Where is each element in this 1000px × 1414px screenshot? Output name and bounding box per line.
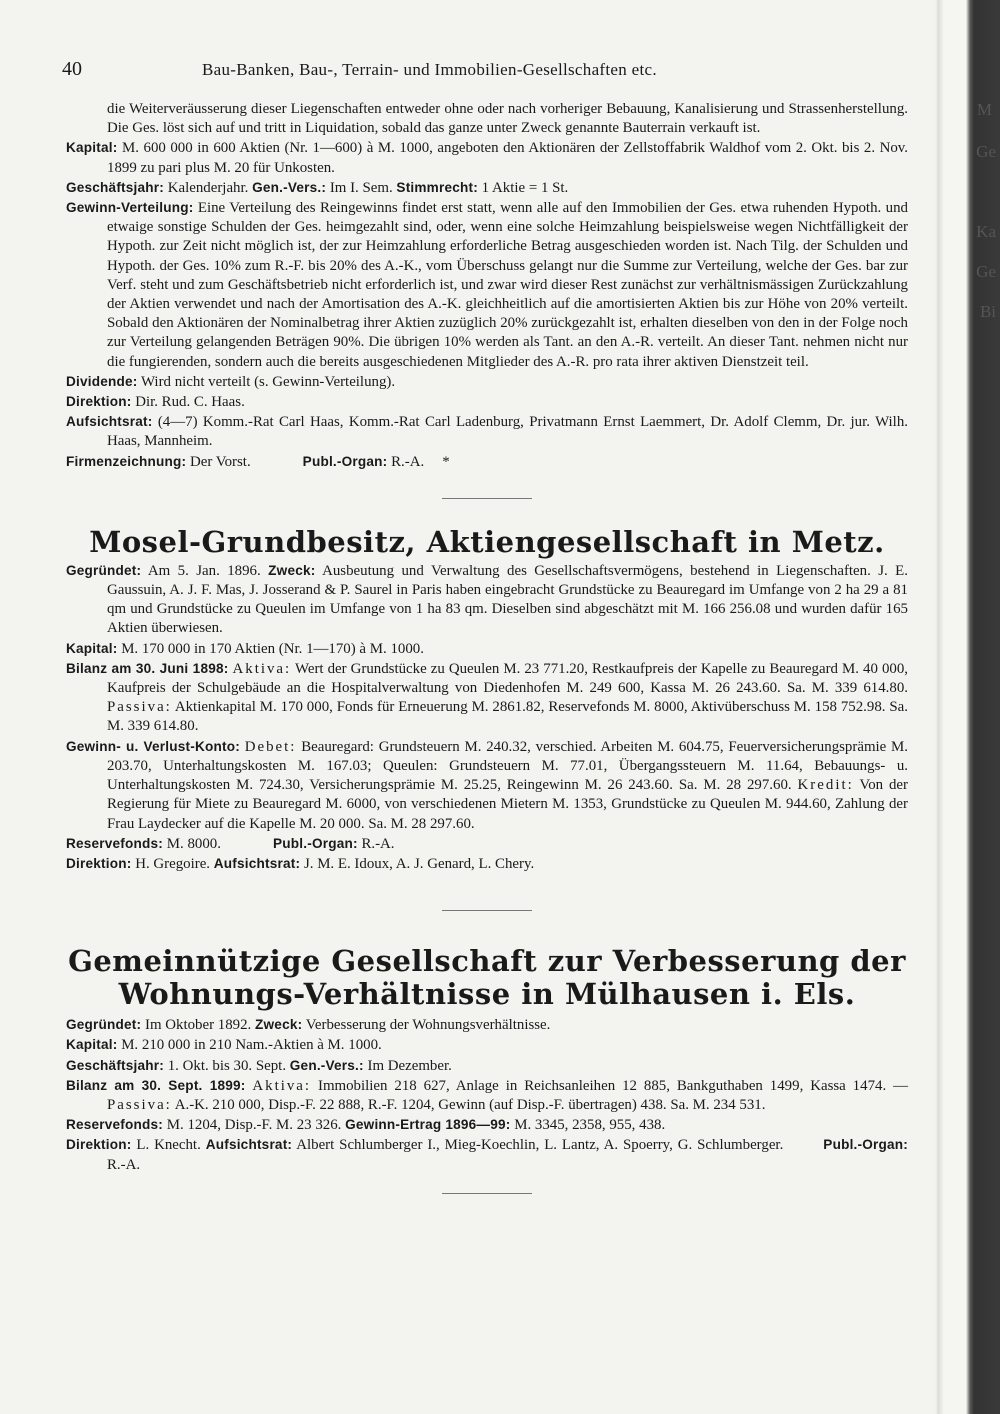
sublabel: Aktiva: xyxy=(252,1077,312,1094)
field-value: Dir. Rud. C. Haas. xyxy=(135,394,245,411)
field-value: Der Vorst. xyxy=(190,453,251,470)
field-label: Direktion: xyxy=(66,1137,132,1153)
field-label: Publ.-Organ: xyxy=(823,1137,909,1153)
field-label: Zweck: xyxy=(255,1017,303,1033)
field-value: J. M. E. Idoux, A. J. Genard, L. Chery. xyxy=(303,855,535,872)
page-number: 40 xyxy=(62,58,82,80)
field-value: R.-A. xyxy=(391,453,425,470)
entry1-direktion xyxy=(66,392,908,412)
field-label: Publ.-Organ: xyxy=(302,453,388,469)
entry1-dividende xyxy=(66,372,908,392)
sublabel: Passiva: xyxy=(107,1096,172,1113)
section-divider xyxy=(442,1193,532,1194)
field-value: Im Dezember. xyxy=(367,1057,452,1074)
field-label: Geschäftsjahr: xyxy=(66,179,164,195)
field-value: Wert der Grundstücke zu Queulen M. 23 771.20, Restkaufpreis der Kapelle zu Beauregard M. 40 000, Kaufpreis der Schulgebäude an die Hospitalverwaltung von Diedenhofen M. 249 600, Kassa M. 26 243.60. Sa. M. 339 614.80. xyxy=(107,660,909,697)
sublabel: Aktiva: xyxy=(232,660,292,677)
bleed-through-text: Ge xyxy=(976,262,996,281)
field-label: Kapital: xyxy=(66,640,118,656)
field-value: Am 5. Jan. 1896. xyxy=(147,562,261,579)
field-label: Firmenzeichnung: xyxy=(66,453,187,469)
field-label: Kapital: xyxy=(66,1037,118,1053)
entry3-reservefonds xyxy=(66,1115,908,1135)
field-label: Stimmrecht: xyxy=(396,179,478,195)
field-value: Von der Regierung für Miete zu Beauregard M. 6000, von verschiedenen Mietern M. 1353, Grundstücke zu Queulen M. 944.60, Zahlung der Frau Laydecker auf die Kapelle M. 20 000. Sa. M. 28 297.60. xyxy=(107,777,908,832)
entry3-bilanz xyxy=(66,1076,908,1115)
field-value: Kalenderjahr. xyxy=(167,179,249,196)
field-value: M. 170 000 in 170 Aktien (Nr. 1—170) à M. 1000. xyxy=(121,640,424,657)
entry2-bilanz xyxy=(66,659,908,737)
field-label: Reservefonds: xyxy=(66,1117,164,1133)
footnote-star: * xyxy=(442,453,450,470)
entry3-kapital xyxy=(66,1035,908,1055)
field-label: Bilanz am 30. Juni 1898: xyxy=(66,660,229,676)
field-label: Gegründet: xyxy=(66,1017,142,1033)
page-edge-shadow xyxy=(934,0,1000,1414)
field-label: Gewinn-Ertrag 1896—99: xyxy=(345,1117,511,1133)
field-label: Gen.-Vers.: xyxy=(252,179,327,195)
field-value: M. 1204, Disp.-F. M. 23 326. xyxy=(166,1117,342,1134)
entry2-gegruendet xyxy=(66,561,908,639)
field-value: 1 Aktie = 1 St. xyxy=(481,179,569,196)
section-divider xyxy=(442,910,532,911)
bleed-through-text: Ge xyxy=(976,142,996,161)
field-label: Publ.-Organ: xyxy=(272,835,358,851)
field-label: Aufsichtsrat: xyxy=(66,414,153,430)
field-label: Reservefonds: xyxy=(66,835,164,851)
field-value: Albert Schlumberger I., Mieg-Koechlin, L. Lantz, A. Spoerry, G. Schlumberger. xyxy=(296,1137,784,1154)
entry3-title-line1: Gemeinnützige Gesellschaft zur Verbesserung der xyxy=(68,944,906,979)
entry1-aufsichtsrat xyxy=(66,412,908,451)
bleed-through-text: Bi xyxy=(979,302,996,321)
entry1-firmenzeichnung xyxy=(66,452,908,472)
field-label: Zweck: xyxy=(268,562,316,578)
field-label: Kapital: xyxy=(66,140,118,156)
entry2-direktion xyxy=(66,854,908,874)
field-value: R.-A. xyxy=(361,835,395,852)
field-value: 1. Okt. bis 30. Sept. xyxy=(167,1057,287,1074)
field-value: Im Oktober 1892. xyxy=(145,1017,252,1034)
field-label: Gen.-Vers.: xyxy=(289,1057,364,1073)
entry2-kapital xyxy=(66,639,908,659)
entry3-title xyxy=(66,945,908,1011)
field-label: Aufsichtsrat: xyxy=(213,855,301,871)
field-value: (4—7) Komm.-Rat Carl Haas, Komm.-Rat Carl Ladenburg, Privatmann Ernst Laemmert, Dr. Adolf Clemm, Dr. jur. Wilh. Haas, Mannheim. xyxy=(107,414,908,450)
entry1-intro: die Weiterveräusserung dieser Liegenschaften entweder ohne oder nach vorheriger Bebauung, Kanalisierung und Strassenherstellung. Die Ges. löst sich auf und tritt in Liquidation, sobald das ganze unter Zweck genannte Bauterrain verkauft ist. xyxy=(107,101,908,137)
field-value: Im I. Sem. xyxy=(329,179,393,196)
bleed-through-text: Ka xyxy=(976,222,996,241)
field-value: R.-A. xyxy=(107,1156,141,1173)
entry3-gegruendet xyxy=(66,1015,908,1035)
field-label: Gegründet: xyxy=(66,562,142,578)
entry2-title: Mosel-Grundbesitz, Aktiengesellschaft in Metz. xyxy=(89,524,885,559)
entry1-gewinn-verteilung xyxy=(66,198,908,372)
field-value: Wird nicht verteilt (s. Gewinn-Verteilung). xyxy=(140,373,396,390)
entry3-title-line2: Wohnungs-Verhältnisse in Mülhausen i. Els. xyxy=(118,977,856,1012)
sublabel: Passiva: xyxy=(107,699,172,716)
field-value: Ausbeutung und Verwaltung des Gesellschaftsvermögens, bestehend in Liegenschaften. J. E. Gaussuin, A. J. F. Mas, J. Josserand & P. Saurel in Paris haben eingebracht Grundstücke zu Beauregard im Umfange von 2 ha 29 a 81 qm und Grundstücke zu Queulen im Umfange von 1 ha 83 qm. Dieselben sind abgeschätzt mit M. 166 256.08 und wurden dafür 165 Aktien überwiesen. xyxy=(107,562,908,637)
entry2-gewinn-verlust xyxy=(66,737,908,834)
field-value: Verbesserung der Wohnungsverhältnisse. xyxy=(305,1017,551,1034)
page-header xyxy=(62,58,942,84)
field-label: Dividende: xyxy=(66,373,138,389)
field-value: M. 600 000 in 600 Aktien (Nr. 1—600) à M. 1000, angeboten den Aktionären der Zellstoffabrik Waldhof vom 2. Okt. bis 2. Nov. 1899 zu pari plus M. 20 für Unkosten. xyxy=(107,140,908,176)
field-label: Geschäftsjahr: xyxy=(66,1057,164,1073)
entry2-reservefonds xyxy=(66,834,908,854)
field-value: Eine Verteilung des Reingewinns findet erst statt, wenn alle auf den Immobilien der Ges. etwa ruhenden Hypoth. und etwaige sonstige Schulden der Ges. heimgezahlt sind, oder, wenn eine solche Heimzahlung beispielsweise wegen Nichtfälligkeit der Hypoth. zur Zeit nicht möglich ist, der zur Heimzahlung erforderliche Betrag ausgeschieden worden ist. Nach Tilg. der Schulden und Hypoth. der Ges. 10% zum R.-F. bis 20% des A.-K., vom Überschuss gelangt nur die Summe zur Verteilung, welche der Ges. bar zur Verf. steht und zum Geschäftsbetrieb nicht erforderlich ist, und zwar wird dieser Rest zunächst zur verhältnismässigen Zurückzahlung der Aktien verwendet und nach der Amortisation des A.-K. gleichheitlich auf die amortisierten Aktien bis zur Höhe von 20% verteilt. Sobald den Aktionären der Nominalbetrag ihrer Aktien zuzüglich 20% zurückgezahlt ist, erhalten dieselben von den in der Folge noch zur Verteilung gelangenden Beträgen 90%. Die übrigen 10% werden als Tant. an den A.-R. verteilt. An dieser Tant. nehmen nicht nur die fungierenden, sondern auch die bereits ausgeschiedenen Mitglieder des A.-R. pro rata ihrer aktiven Dienstzeit teil. xyxy=(107,200,908,370)
field-label: Direktion: xyxy=(66,394,132,410)
entry1-geschaeftsjahr xyxy=(66,178,908,198)
field-value: H. Gregoire. xyxy=(135,855,211,872)
field-value: M. 8000. xyxy=(166,835,221,852)
running-title: Bau-Banken, Bau-, Terrain- und Immobilien-Gesellschaften etc. xyxy=(202,60,657,79)
field-label: Gewinn- u. Verlust-Konto: xyxy=(66,738,240,754)
field-label: Aufsichtsrat: xyxy=(205,1137,293,1153)
sublabel: Debet: xyxy=(244,738,297,755)
field-label: Gewinn-Verteilung: xyxy=(66,200,194,216)
field-value: M. 210 000 in 210 Nam.-Aktien à M. 1000. xyxy=(121,1037,382,1054)
field-value: A.-K. 210 000, Disp.-F. 22 888, R.-F. 1204, Gewinn (auf Disp.-F. übertragen) 438. Sa. M. 234 531. xyxy=(174,1096,766,1113)
field-value: Beauregard: Grundsteuern M. 240.32, verschied. Arbeiten M. 604.75, Feuerversicherungsprämie M. 203.70, Unterhaltungskosten M. 167.03; Queulen: Grundsteuern M. 77.01, Übergangssteuern M. 11.64, Bebauungs- u. Unterhaltungskosten M. 724.30, Versicherungsprämie M. 25.25, Reingewinn M. 26 243.60. Sa. M. 28 297.60. xyxy=(107,738,908,794)
field-label: Direktion: xyxy=(66,855,132,871)
bleed-through-text: M xyxy=(976,100,992,119)
field-value: Aktienkapital M. 170 000, Fonds für Erneuerung M. 2861.82, Reservefonds M. 8000, Aktivüberschuss M. 158 752.98. Sa. M. 339 614.80. xyxy=(107,699,908,735)
section-divider xyxy=(442,498,532,499)
sublabel: Kredit: xyxy=(797,777,854,794)
field-value: Immobilien 218 627, Anlage in Reichsanleihen 12 885, Bankguthaben 1499, Kassa 1474. — xyxy=(317,1077,908,1094)
entry3-geschaeftsjahr xyxy=(66,1056,908,1076)
entry3-direktion xyxy=(66,1135,908,1174)
field-value: M. 3345, 2358, 955, 438. xyxy=(514,1117,666,1134)
entry1-kapital xyxy=(66,138,908,177)
page-content xyxy=(66,100,908,1194)
field-label: Bilanz am 30. Sept. 1899: xyxy=(66,1077,246,1093)
field-value: L. Knecht. xyxy=(136,1137,201,1154)
